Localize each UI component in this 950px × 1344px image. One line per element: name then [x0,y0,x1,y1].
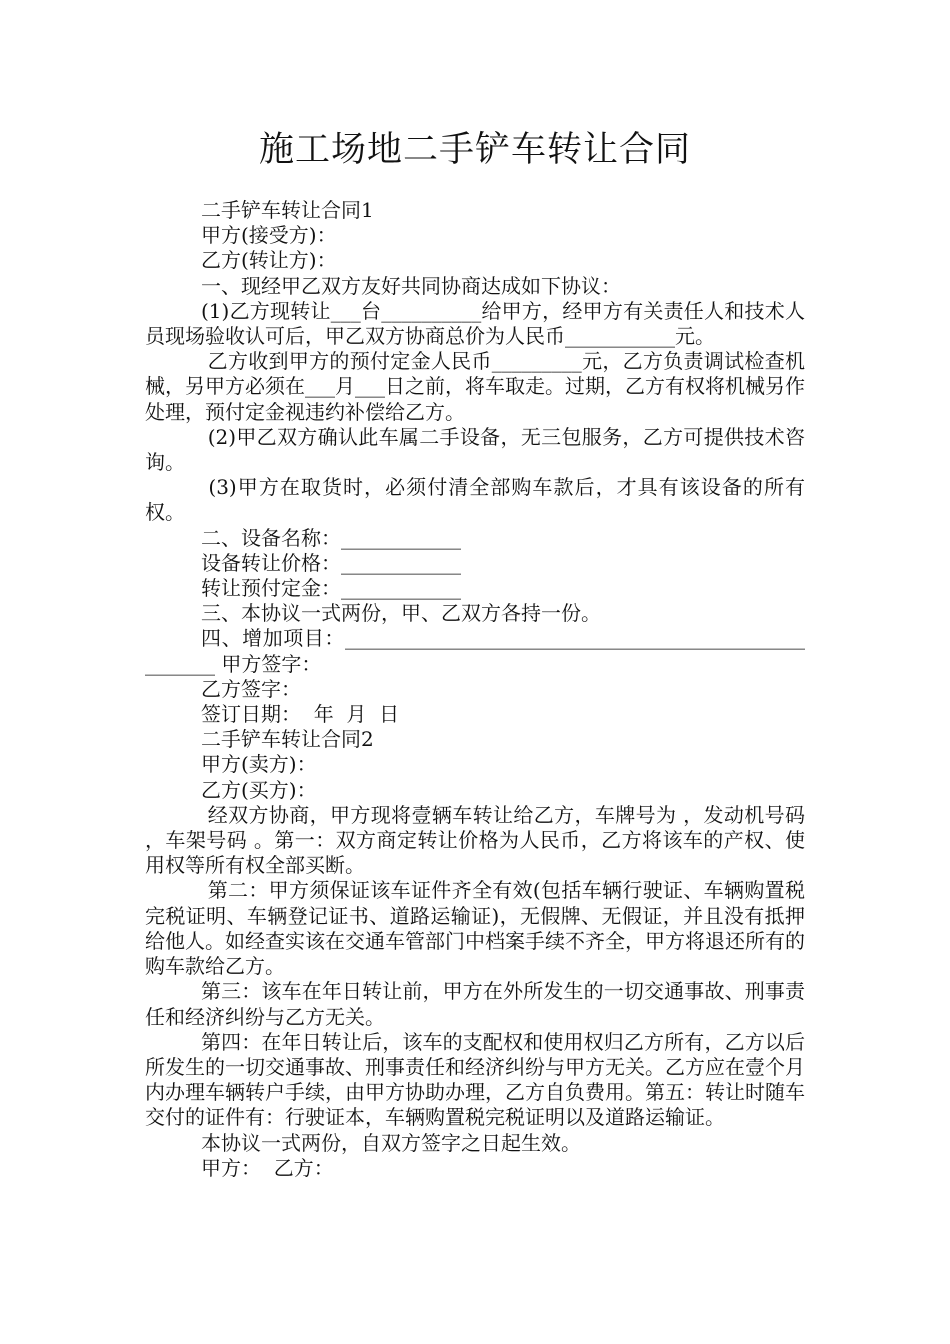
effective-clause-line: 本协议一式两份，自双方签字之日起生效。 [201,1130,581,1155]
additional-items-line: 四、增加项目：_____________________________________________________ 甲方签字： [145,626,805,676]
seller-line: 甲方(卖方)： [201,752,317,777]
clause-3-paragraph: (3)甲方在取货时，必须付清全部购车款后，才具有该设备的所有权。 [145,475,805,525]
transfer-price-line: 设备转让价格：____________ [201,550,461,575]
party-b-line: 乙方(转让方)： [201,248,337,273]
agreement-intro-paragraph: 经双方协商，甲方现将壹辆车转让给乙方，车牌号为 ，发动机号码 ，车架号码 。第一：双方商定转让价格为人民币，乙方将该车的产权、使用权等所有权全部买断。 [145,802,812,878]
prepaid-deposit-line: 转让预付定金：____________ [201,576,461,601]
final-signature-line: 甲方： 乙方： [201,1155,334,1180]
contract-1-heading: 二手铲车转让合同1 [201,198,374,222]
document-title: 施工场地二手铲车转让合同 [258,130,691,170]
equipment-name-line: 二、设备名称：____________ [201,525,461,550]
party-a-line: 甲方(接受方)： [201,223,337,248]
clause-2-paragraph: (2)甲乙双方确认此车属二手设备，无三包服务，乙方可提供技术咨询。 [145,424,805,475]
article-4-paragraph: 第四：在年日转让后，该车的支配权和使用权归乙方所有，乙方以后所发生的一切交通事故、刑事责任和经济纠纷与甲方无关。乙方应在壹个月内办理车辆转户手续，由甲方协助办理，乙方自负费用。第五：转让时随车交付的证件有：行驶证本，车辆购置税完税证明以及道路运输证。 [145,1029,805,1130]
article-3-paragraph: 第三：该车在年日转让前，甲方在外所发生的一切交通事故、刑事责任和经济纠纷与乙方无关。 [145,979,805,1029]
document-body [145,198,812,1181]
contract-2-heading: 二手铲车转让合同2 [201,727,374,752]
buyer-line: 乙方(买方)： [201,777,317,802]
party-b-signature-line: 乙方签字： [201,676,301,701]
signing-date-line: 签订日期： 年 月 日 [201,702,400,727]
article-2-paragraph: 第二：甲方须保证该车证件齐全有效(包括车辆行驶证、车辆购置税完税证明、车辆登记证书、道路运输证)，无假牌、无假证，并且没有抵押给他人。如经查实该在交通车管部门中档案手续不齐全，甲方将退还所有的购车款给乙方。 [145,878,805,979]
section-3-line: 三、本协议一式两份，甲、乙双方各持一份。 [201,601,601,626]
section-1-heading: 一、现经甲乙双方友好共同协商达成如下协议： [201,273,621,298]
deposit-paragraph: 乙方收到甲方的预付定金人民币_________元，乙方负责调试检查机械，另甲方必须在___月___日之前，将车取走。过期，乙方有权将机械另作处理，预付定金视违约补偿给乙方。 [145,349,806,424]
clause-1-paragraph: (1)乙方现转让___台__________给甲方，经甲方有关责任人和技术人员现场验收认可后，甲乙双方协商总价为人民币___________元。 [145,298,805,349]
